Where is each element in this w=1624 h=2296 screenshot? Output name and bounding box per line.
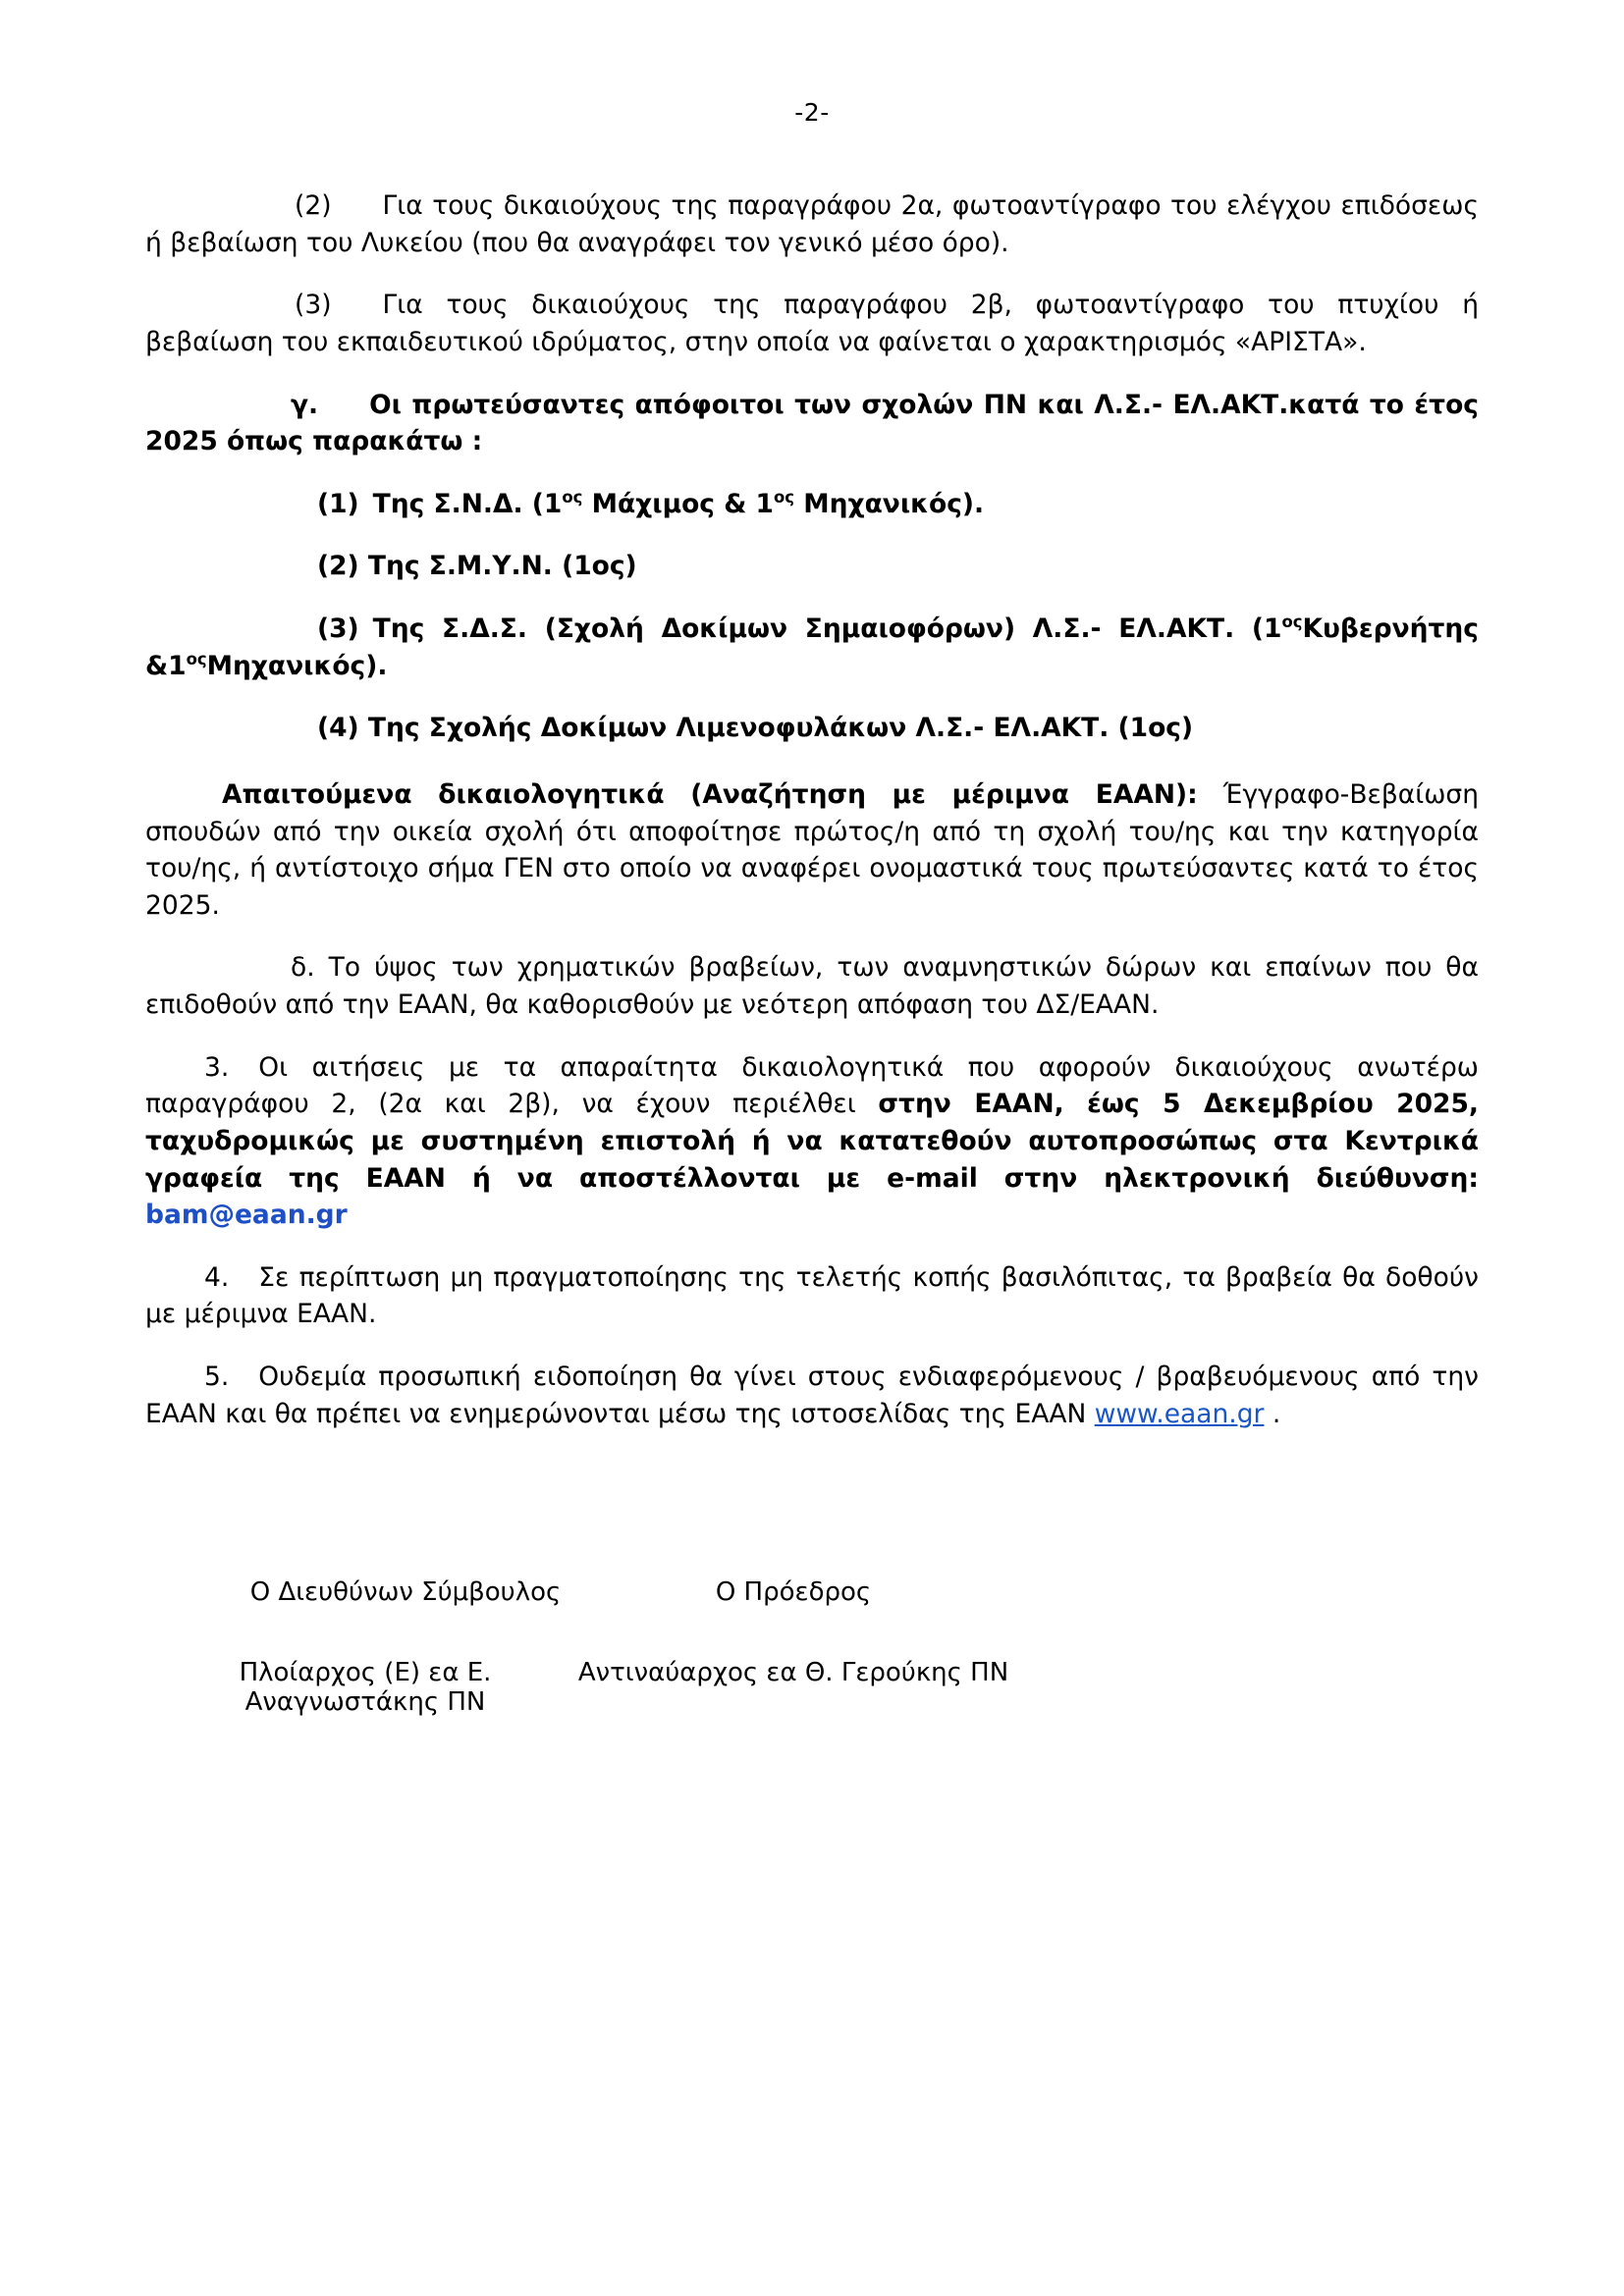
signature-titles-row bbox=[145, 1577, 1479, 1607]
paragraph-gamma bbox=[145, 387, 1479, 460]
spacer bbox=[145, 747, 1479, 776]
paragraph-item-5 bbox=[145, 1359, 1479, 1432]
document-body bbox=[145, 187, 1479, 1717]
website-link[interactable]: www.eaan.gr bbox=[1094, 1398, 1265, 1429]
item-g1-text-b: Μάχιμος & 1 bbox=[582, 488, 774, 519]
item-g4: (4) Της Σχολής Δοκίμων Λιμενοφυλάκων Λ.Σ.- ΕΛ.ΑΚΤ. (1ος) bbox=[317, 713, 1194, 744]
item-5-text: Ουδεμία προσωπική ειδοποίηση θα γίνει στους ενδιαφερόμενους / βραβευόμενους από την ΕΑΑΝ και θα πρέπει να ενημερώνονται μέσω της ιστοσελίδας της ΕΑΑΝ bbox=[145, 1362, 1479, 1429]
item-3-bold-text: στην ΕΑΑΝ, έως 5 Δεκεμβρίου 2025, ταχυδρομικώς με συστημένη επιστολή ή να κατατεθούν αυτοπροσώπως στα Κεντρικά γραφεία της ΕΑΑΝ ή να αποστέλλονται με e-mail στην ηλεκτρονική διεύθυνση: bbox=[145, 1089, 1480, 1194]
item-g1 bbox=[145, 486, 1479, 523]
required-docs-text: Έγγραφο-Βεβαίωση σπουδών από την οικεία σχολή ότι αποφοίτησε πρώτος/η από τη σχολή του/ης και την κατηγορία του/ης, ή αντίστοιχο σήμα ΓΕΝ στο οποίο να αναφέρει ονομαστικά τους πρωτεύσαντες κατά το έτος 2025. bbox=[145, 778, 1479, 921]
spacer bbox=[145, 684, 1479, 710]
paragraph-gamma-label: γ. bbox=[291, 389, 319, 420]
spacer bbox=[145, 585, 1479, 611]
item-4-text: Σε περίπτωση μη πραγματοποίησης της τελετής κοπής βασιλόπιτας, τα βραβεία θα δοθούν με μέριμνα ΕΑΑΝ. bbox=[145, 1261, 1479, 1330]
paragraph-item-3 bbox=[145, 1049, 1479, 1234]
item-g3-text-a: Της Σ.Δ.Σ. (Σχολή Δοκίμων Σημαιοφόρων) Λ.Σ.- ΕΛ.ΑΚΤ. (1 bbox=[372, 614, 1282, 644]
signature-left-title: Ο Διευθύνων Σύμβουλος bbox=[249, 1577, 562, 1608]
paragraph-required-docs bbox=[145, 776, 1479, 925]
item-g1-text-c: Μηχανικός). bbox=[794, 488, 985, 519]
required-docs-heading: Απαιτούμενα δικαιολογητικά (Αναζήτηση με μέριμνα ΕΑΑΝ): bbox=[222, 778, 1198, 810]
item-g1-sup-2: ος bbox=[774, 487, 795, 507]
paragraph-3 bbox=[145, 287, 1479, 360]
spacer bbox=[145, 1333, 1479, 1359]
spacer bbox=[145, 924, 1479, 949]
page-number: -2- bbox=[794, 98, 830, 127]
item-3-number: 3. bbox=[204, 1051, 230, 1083]
email-link[interactable]: bam@eaan.gr bbox=[145, 1200, 348, 1231]
paragraph-item-4 bbox=[145, 1259, 1479, 1333]
signature-left-name: Πλοίαρχος (Ε) εα Ε. Αναγνωστάκης ΠΝ bbox=[239, 1658, 492, 1718]
spacer bbox=[145, 460, 1479, 486]
signature-block bbox=[145, 1577, 1479, 1717]
paragraph-2 bbox=[145, 187, 1479, 261]
item-3-text: Οι αιτήσεις με τα απαραίτητα δικαιολογητικά που αφορούν δικαιούχους ανωτέρω παραγράφου 2, (2α και 2β), να έχουν περιέλθει bbox=[145, 1051, 1479, 1120]
signature-names-row bbox=[145, 1658, 1479, 1717]
paragraph-3-text: Για τους δικαιούχους της παραγράφου 2β, φωτοαντίγραφο του πτυχίου ή βεβαίωση του εκπαιδευτικού ιδρύματος, στην οποία να φαίνεται ο χαρακτηρισμός «ΑΡΙΣΤΑ». bbox=[145, 290, 1479, 357]
signature-right-name: Αντιναύαρχος εα Θ. Γερούκης ΠΝ bbox=[577, 1658, 1009, 1688]
paragraph-3-number: (3) bbox=[295, 290, 332, 321]
item-g3-sup-1: ος bbox=[1281, 613, 1303, 632]
spacer bbox=[145, 1024, 1479, 1049]
item-g3-text-c: Μηχανικός). bbox=[206, 650, 388, 681]
paragraph-2-number: (2) bbox=[295, 190, 332, 221]
item-g1-text-a: Της Σ.Ν.Δ. (1 bbox=[372, 488, 563, 519]
item-g3-number: (3) bbox=[317, 614, 359, 644]
item-5-text-end: . bbox=[1264, 1398, 1281, 1429]
item-4-number: 4. bbox=[204, 1261, 230, 1293]
paragraph-delta: δ. Το ύψος των χρηματικών βραβείων, των αναμνηστικών δώρων και επαίνων που θα επιδοθούν από την ΕΑΑΝ, θα καθορισθούν με νεότερη απόφαση του ΔΣ/ΕΑΑΝ. bbox=[145, 952, 1479, 1020]
signature-right-title: Ο Πρόεδρος bbox=[715, 1577, 872, 1608]
spacer bbox=[145, 522, 1479, 548]
spacer bbox=[145, 261, 1479, 287]
paragraph-2-text: Για τους δικαιούχους της παραγράφου 2α, φωτοαντίγραφο του ελέγχου επιδόσεως ή βεβαίωση του Λυκείου (που θα αναγράφει τον γενικό μέσο όρο). bbox=[145, 190, 1479, 258]
item-g3-sup-2: ος bbox=[186, 649, 207, 668]
spacer bbox=[145, 1234, 1479, 1259]
item-g2: (2) Της Σ.Μ.Υ.Ν. (1ος) bbox=[317, 551, 637, 582]
item-g1-sup-1: ος bbox=[562, 487, 583, 507]
paragraph-gamma-text: Οι πρωτεύσαντες απόφοιτοι των σχολών ΠΝ και Λ.Σ.- ΕΛ.ΑΚΤ.κατά το έτος 2025 όπως παρακάτω : bbox=[145, 389, 1479, 457]
spacer bbox=[145, 361, 1479, 387]
item-g1-number: (1) bbox=[317, 488, 359, 519]
item-g3 bbox=[145, 611, 1479, 684]
item-g3-text-b: Κυβερνήτης &1 bbox=[145, 614, 1479, 681]
item-5-number: 5. bbox=[204, 1362, 230, 1392]
